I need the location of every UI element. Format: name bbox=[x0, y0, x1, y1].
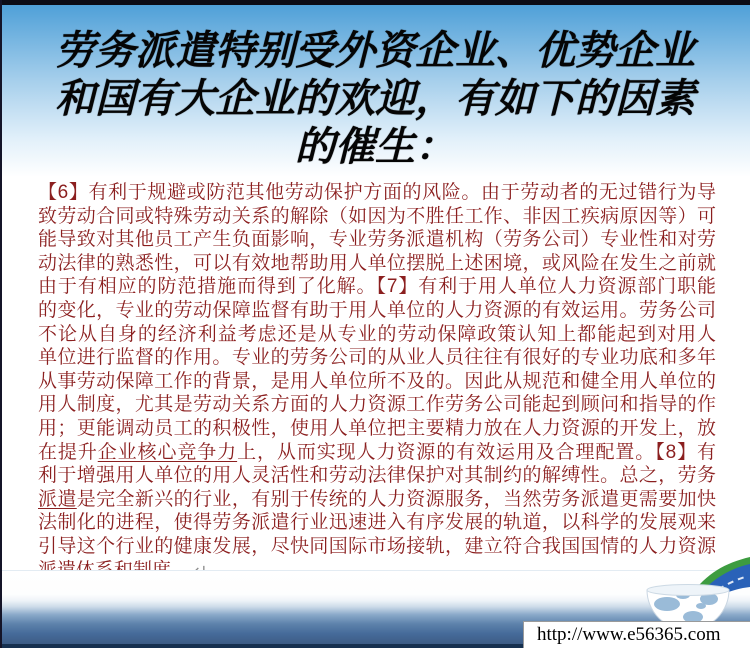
body-line: 利于增强用人单位的用人灵活性和劳动法律保护对其制约的解缚性。总之，劳务 bbox=[38, 465, 716, 487]
body-line: 用人制度，尤其是劳动关系方面的人力资源工作劳务公司能起到顾问和指导的作 bbox=[38, 394, 716, 416]
title-line-2: 和国有大企业的欢迎，有如下的因素 bbox=[55, 77, 695, 121]
url-text: http://www.e56365.com bbox=[537, 624, 721, 645]
body-line: 在提升企业核心竞争力上，从而实现人力资源的有效运用及合理配置。【8】有 bbox=[38, 441, 716, 463]
left-border-line bbox=[0, 0, 2, 648]
body-line: 从事劳动保障工作的背景，是用人单位所不及的。因此从规范和健全用人单位的 bbox=[38, 370, 716, 392]
body-line: 致劳动合同或特殊劳动关系的解除（如因为不胜任工作、非因工疾病原因等）可 bbox=[38, 205, 716, 227]
title-banner bbox=[0, 5, 750, 177]
body-line: 【6】有利于规避或防范其他劳动保护方面的风险。由于劳动者的无过错行为导 bbox=[38, 182, 716, 203]
body-line: 的变化，专业的劳动保障监督有助于用人单位的人力资源的有效运用。劳务公司 bbox=[38, 299, 716, 321]
body-line: 法制化的进程，使得劳务派遣行业迅速进入有序发展的轨道，以科学的发展观来 bbox=[38, 512, 716, 534]
title-line-3: 的催生： bbox=[295, 125, 455, 169]
title-line-1: 劳务派遣特别受外资企业、优势企业 bbox=[55, 29, 695, 73]
body-line: 单位进行监督的作用。专业的劳务公司的从业人员往往有很好的专业功底和多年 bbox=[38, 347, 716, 369]
body-line: 能导致对其他员工产生负面影响，专业劳务派遣机构（劳务公司）专业性和对劳 bbox=[38, 229, 716, 251]
website-url bbox=[523, 621, 750, 648]
body-line: 由于有相应的防范措施而得到了化解。【7】有利于用人单位人力资源部门职能 bbox=[38, 276, 716, 298]
body-paragraph bbox=[38, 181, 716, 582]
body-line: 引导这个行业的健康发展，尽快同国际市场接轨，建立符合我国国情的人力资源 bbox=[38, 535, 716, 557]
slide-title bbox=[0, 27, 750, 171]
body-line: 动法律的熟悉性，可以有效地帮助用人单位摆脱上述困境，或风险在发生之前就 bbox=[38, 252, 716, 274]
body-line: 不论从自身的经济利益考虑还是从专业的劳动保障政策认知上都能起到对用人 bbox=[38, 323, 716, 345]
body-line: 派遣是完全新兴的行业，有别于传统的人力资源服务，当然劳务派遣更需要加快 bbox=[38, 488, 716, 510]
body-line: 用；更能调动员工的积极性，使用人单位把主要精力放在人力资源的开发上，放 bbox=[38, 417, 716, 439]
